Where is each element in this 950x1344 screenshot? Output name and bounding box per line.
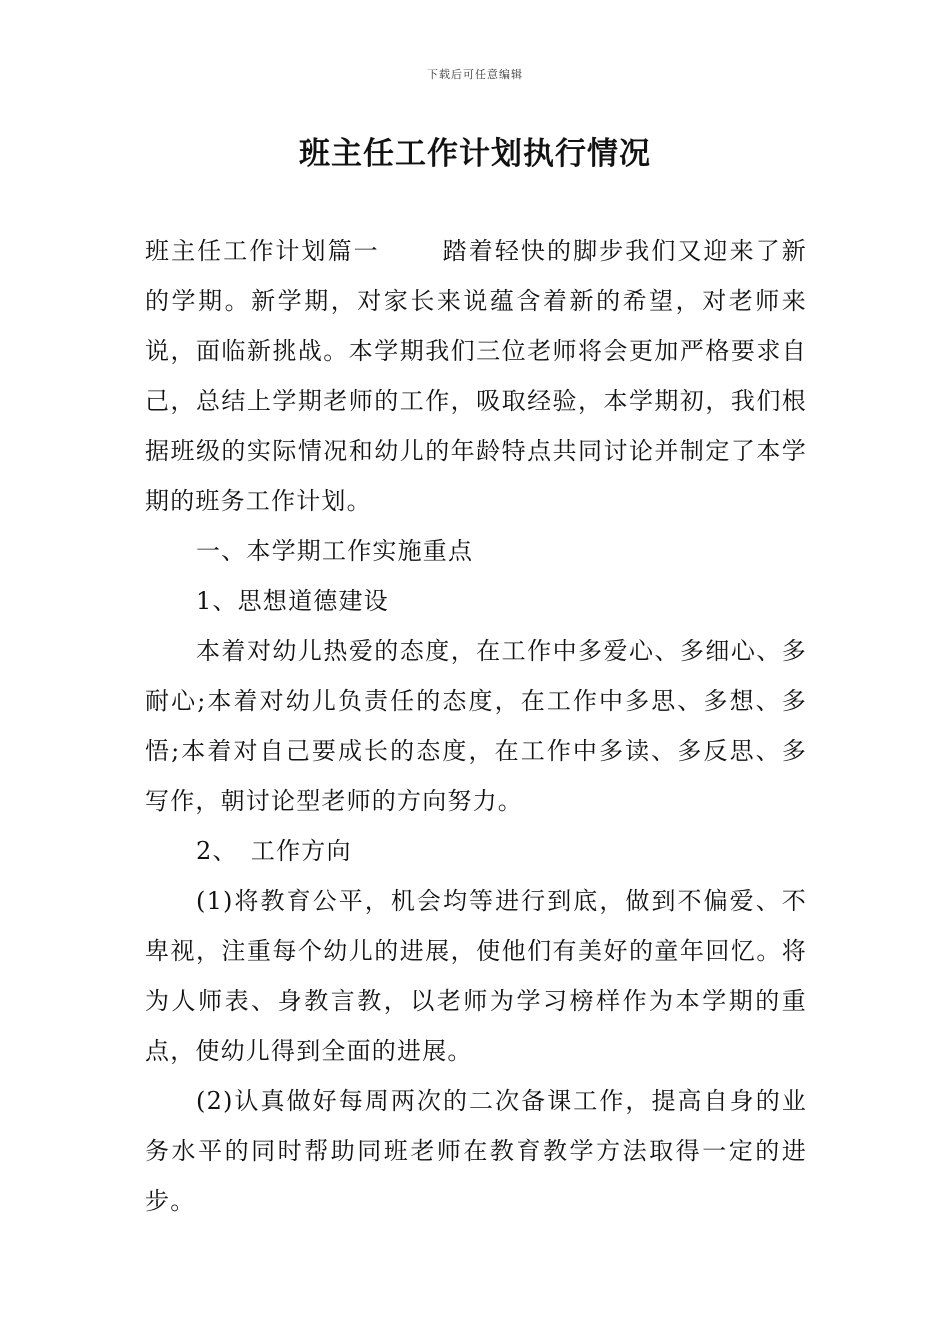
item-paragraph-2-point-1: (1)将教育公平，机会均等进行到底，做到不偏爱、不卑视，注重每个幼儿的进展，使他们有美好的童年回忆。将为人师表、身教言教，以老师为学习榜样作为本学期的重点，使幼儿得到全面的进展。 [145, 887, 807, 1065]
section-heading-1: 一、本学期工作实施重点 [196, 537, 474, 565]
item-paragraph-1: 本着对幼儿热爱的态度，在工作中多爱心、多细心、多耐心;本着对幼儿负责任的态度，在工作中多思、多想、多悟;本着对自己要成长的态度，在工作中多读、多反思、多写作，朝讨论型老师的方向努力。 [145, 637, 807, 815]
intro-paragraph [145, 226, 807, 526]
intro-label: 班主任工作计划篇一 [145, 237, 380, 265]
item-heading-1: 1、思想道德建设 [196, 587, 389, 615]
header-note: 下载后可任意编辑 [427, 68, 523, 81]
page-title: 班主任工作计划执行情况 [299, 136, 651, 172]
item-heading-2: 2、 工作方向 [196, 837, 352, 865]
intro-text: 踏着轻快的脚步我们又迎来了新的学期。新学期，对家长来说蕴含着新的希望，对老师来说，面临新挑战。本学期我们三位老师将会更加严格要求自己，总结上学期老师的工作，吸取经验，本学期初，我们根据班级的实际情况和幼儿的年龄特点共同讨论并制定了本学期的班务工作计划。 [145, 237, 807, 515]
item-paragraph-2-point-2: (2)认真做好每周两次的二次备课工作，提高自身的业务水平的同时帮助同班老师在教育教学方法取得一定的进步。 [145, 1087, 807, 1215]
document-body [145, 226, 807, 1226]
